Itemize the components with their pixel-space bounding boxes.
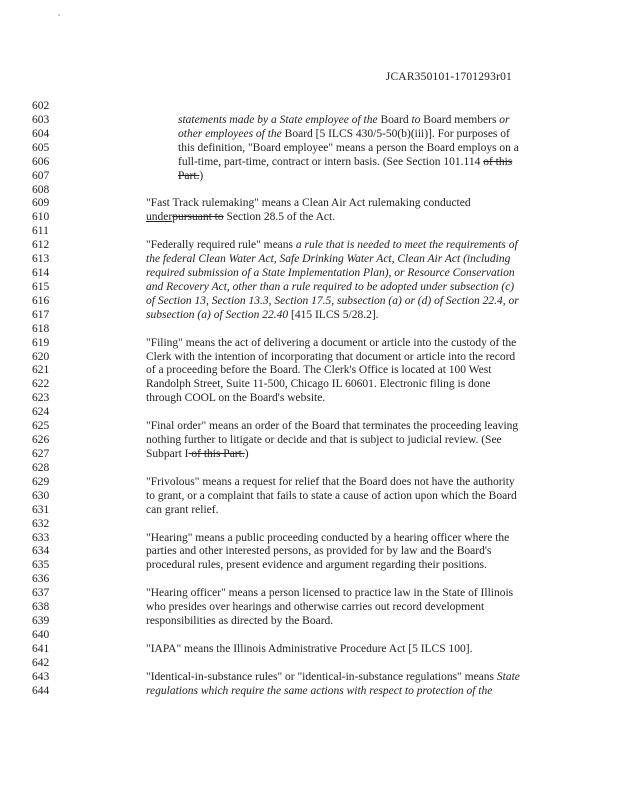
text-segment: of Section 13, Section 13.3, Section 17.5, subsection (a) or (d) of Section 22.4, or bbox=[146, 294, 519, 307]
line-text bbox=[146, 503, 218, 517]
document-line bbox=[0, 503, 618, 517]
document-line bbox=[0, 141, 618, 155]
document-line bbox=[0, 210, 618, 224]
line-text bbox=[146, 670, 520, 684]
line-text bbox=[146, 363, 491, 377]
line-number: 639 bbox=[32, 615, 50, 628]
text-segment: [415 ILCS 5/28.2]. bbox=[288, 308, 379, 321]
text-segment: Section 28.5 of the Act. bbox=[223, 211, 336, 224]
document-line bbox=[0, 642, 618, 656]
text-segment: "Hearing" means a public proceeding conducted by a hearing officer where the bbox=[146, 531, 510, 544]
line-number: 642 bbox=[32, 656, 50, 669]
document-line bbox=[0, 461, 618, 475]
line-number: 619 bbox=[32, 336, 50, 349]
line-number: 608 bbox=[32, 183, 50, 196]
text-segment: to grant, or a complaint that fails to state a cause of action upon which the Board bbox=[146, 489, 517, 502]
document-line bbox=[0, 127, 618, 141]
document-line bbox=[0, 113, 618, 127]
line-text bbox=[178, 141, 519, 155]
line-number: 607 bbox=[32, 169, 50, 182]
text-segment: subsection (a) of Section 22.40 bbox=[146, 308, 289, 321]
text-segment: Randolph Street, Suite 11-500, Chicago IL 60601. Electronic filing is done bbox=[146, 378, 491, 391]
deleted-text: of this Part. bbox=[188, 448, 245, 460]
document-line bbox=[0, 308, 618, 322]
text-segment: Board bbox=[380, 113, 412, 126]
line-text bbox=[178, 169, 203, 183]
line-text bbox=[178, 127, 510, 141]
line-text bbox=[146, 336, 516, 350]
line-text bbox=[146, 280, 514, 294]
line-number: 644 bbox=[32, 684, 50, 697]
line-number: 602 bbox=[32, 100, 50, 112]
document-line bbox=[0, 628, 618, 642]
document-line bbox=[0, 350, 618, 364]
text-segment: "Identical-in-substance rules" or "identical-in-substance regulations" means bbox=[146, 670, 497, 683]
line-text bbox=[146, 294, 519, 308]
document-line bbox=[0, 405, 618, 419]
line-text bbox=[146, 391, 325, 405]
text-segment: nothing further to litigate or decide and that is subject to judicial review. (See bbox=[146, 434, 502, 447]
line-number: 624 bbox=[32, 406, 50, 419]
line-number: 603 bbox=[32, 113, 50, 126]
line-text bbox=[146, 266, 515, 280]
line-number: 604 bbox=[32, 127, 50, 140]
line-number: 632 bbox=[32, 517, 50, 530]
line-number: 612 bbox=[32, 239, 50, 252]
inserted-text: under bbox=[146, 211, 173, 224]
document-line bbox=[0, 280, 618, 294]
document-line bbox=[0, 183, 618, 197]
line-number: 620 bbox=[32, 350, 50, 363]
line-number: 606 bbox=[32, 155, 50, 168]
text-segment: can grant relief. bbox=[146, 503, 219, 516]
line-number: 616 bbox=[32, 294, 50, 307]
document-line bbox=[0, 196, 618, 210]
document-line bbox=[0, 433, 618, 447]
document-id-header: JCAR350101-1701293r01 bbox=[385, 71, 512, 83]
line-number: 641 bbox=[32, 642, 50, 655]
line-number: 635 bbox=[32, 559, 50, 572]
line-number: 633 bbox=[32, 531, 50, 544]
document-line bbox=[0, 238, 618, 252]
text-segment: responsibilities as directed by the Board. bbox=[146, 615, 334, 628]
line-number: 638 bbox=[32, 601, 50, 614]
line-text bbox=[146, 196, 471, 210]
line-number: 625 bbox=[32, 420, 50, 433]
line-text bbox=[146, 558, 487, 572]
line-number: 627 bbox=[32, 448, 50, 460]
text-segment: other employees of the bbox=[178, 127, 285, 140]
line-text bbox=[146, 642, 472, 656]
line-text bbox=[146, 308, 379, 322]
scan-speck bbox=[58, 14, 60, 16]
deleted-text: pursuant to bbox=[172, 211, 224, 224]
line-number: 629 bbox=[32, 475, 50, 488]
line-number: 605 bbox=[32, 141, 50, 154]
text-segment: "Federally required rule" means bbox=[146, 239, 296, 252]
document-line bbox=[0, 224, 618, 238]
text-segment: procedural rules, present evidence and argument regarding their positions. bbox=[146, 559, 487, 572]
text-segment: statements made by a State employee of the bbox=[178, 113, 381, 126]
text-segment: this definition, "Board employee" means a person the Board employs on a bbox=[178, 141, 519, 154]
line-text bbox=[146, 447, 249, 461]
line-number: 634 bbox=[32, 545, 50, 558]
text-segment: of a proceeding before the Board. The Clerk's Office is located at 100 West bbox=[146, 364, 492, 377]
document-line bbox=[0, 670, 618, 684]
text-segment: required submission of a State Implementation Plan), or Resource Conservation bbox=[146, 267, 515, 280]
text-segment: a rule that is needed to meet the requirements of bbox=[295, 239, 518, 252]
line-text bbox=[146, 600, 484, 614]
line-text bbox=[146, 614, 333, 628]
text-segment: "IAPA" means the Illinois Administrative Procedure Act [5 ILCS 100]. bbox=[146, 642, 473, 655]
text-segment: "Hearing officer" means a person licensed to practice law in the State of Illinois bbox=[146, 587, 514, 600]
text-segment: regulations which require the same actions with respect to protection of the bbox=[146, 684, 493, 697]
text-segment: Clerk with the intention of incorporating that document or article into the record bbox=[146, 350, 516, 363]
document-line bbox=[0, 447, 618, 461]
deleted-text: Part. bbox=[178, 169, 200, 182]
text-segment: parties and other interested persons, as provided for by law and the Board's bbox=[146, 545, 492, 558]
document-line bbox=[0, 266, 618, 280]
document-line bbox=[0, 391, 618, 405]
line-text bbox=[146, 544, 491, 558]
document-line bbox=[0, 684, 618, 698]
document-line bbox=[0, 656, 618, 670]
line-number: 622 bbox=[32, 378, 50, 391]
line-number: 628 bbox=[32, 461, 50, 474]
line-text bbox=[178, 113, 510, 127]
line-number: 630 bbox=[32, 489, 50, 502]
document-line bbox=[0, 294, 618, 308]
line-number: 621 bbox=[32, 364, 50, 377]
text-segment: "Fast Track rulemaking" means a Clean Air Act rulemaking conducted bbox=[146, 197, 471, 210]
text-segment: through COOL on the Board's website. bbox=[146, 392, 326, 405]
document-line bbox=[0, 377, 618, 391]
line-number: 610 bbox=[32, 211, 50, 224]
text-segment: ) bbox=[199, 169, 204, 182]
document-line bbox=[0, 600, 618, 614]
line-text bbox=[146, 238, 518, 252]
document-line bbox=[0, 475, 618, 489]
text-segment: "Filing" means the act of delivering a document or article into the custody of the bbox=[146, 336, 517, 349]
line-number: 631 bbox=[32, 503, 50, 516]
line-text bbox=[146, 252, 510, 266]
line-number: 643 bbox=[32, 670, 50, 683]
line-number: 611 bbox=[32, 225, 49, 238]
line-number: 640 bbox=[32, 628, 50, 641]
line-number: 617 bbox=[32, 308, 50, 321]
text-segment: "Final order" means an order of the Board that terminates the proceeding leaving bbox=[146, 420, 519, 433]
deleted-text: of this bbox=[483, 155, 513, 168]
document-line bbox=[0, 489, 618, 503]
line-text bbox=[146, 433, 502, 447]
line-number: 615 bbox=[32, 280, 50, 293]
document-line bbox=[0, 558, 618, 572]
line-number: 609 bbox=[32, 197, 50, 210]
document-line bbox=[0, 169, 618, 183]
document-line bbox=[0, 419, 618, 433]
text-segment: or bbox=[499, 113, 510, 126]
text-segment: the federal Clean Water Act, Safe Drinking Water Act, Clean Air Act (including bbox=[146, 253, 511, 266]
line-text bbox=[146, 419, 518, 433]
text-segment: Board [5 ILCS 430/5-50(b)(iii)]. For purposes of bbox=[284, 127, 510, 140]
document-line bbox=[0, 155, 618, 169]
document-line bbox=[0, 586, 618, 600]
line-number: 637 bbox=[32, 587, 50, 600]
line-text bbox=[178, 155, 512, 169]
text-segment: and Recovery Act, other than a rule required to be adopted under subsection (c) bbox=[146, 280, 515, 293]
line-number: 613 bbox=[32, 253, 50, 266]
document-line bbox=[0, 252, 618, 266]
line-text bbox=[146, 377, 490, 391]
line-number: 618 bbox=[32, 322, 50, 335]
line-number: 614 bbox=[32, 267, 50, 280]
line-text bbox=[146, 350, 515, 364]
line-text bbox=[146, 684, 492, 698]
text-segment: ) bbox=[244, 448, 249, 460]
document-line bbox=[0, 363, 618, 377]
document-line bbox=[0, 517, 618, 531]
text-segment: Subpart I bbox=[146, 448, 189, 460]
document-line bbox=[0, 614, 618, 628]
line-number: 626 bbox=[32, 434, 50, 447]
line-number: 623 bbox=[32, 392, 50, 405]
document-line bbox=[0, 572, 618, 586]
text-segment: "Frivolous" means a request for relief that the Board does not have the authority bbox=[146, 475, 515, 488]
document-line bbox=[0, 544, 618, 558]
text-segment: State bbox=[496, 670, 520, 683]
document-line bbox=[0, 531, 618, 545]
text-segment: Board members bbox=[423, 113, 500, 126]
text-segment: to bbox=[411, 113, 424, 126]
line-text bbox=[146, 531, 509, 545]
line-number: 636 bbox=[32, 573, 50, 586]
document-line bbox=[0, 322, 618, 336]
text-segment: who presides over hearings and otherwise carries out record development bbox=[146, 601, 485, 614]
document-line bbox=[0, 99, 618, 113]
document-line bbox=[0, 336, 618, 350]
line-text bbox=[146, 210, 335, 224]
text-segment: full-time, part-time, contract or intern basis. (See Section 101.114 bbox=[178, 155, 484, 168]
line-text bbox=[146, 489, 517, 503]
line-text bbox=[146, 586, 513, 600]
line-text bbox=[146, 475, 515, 489]
